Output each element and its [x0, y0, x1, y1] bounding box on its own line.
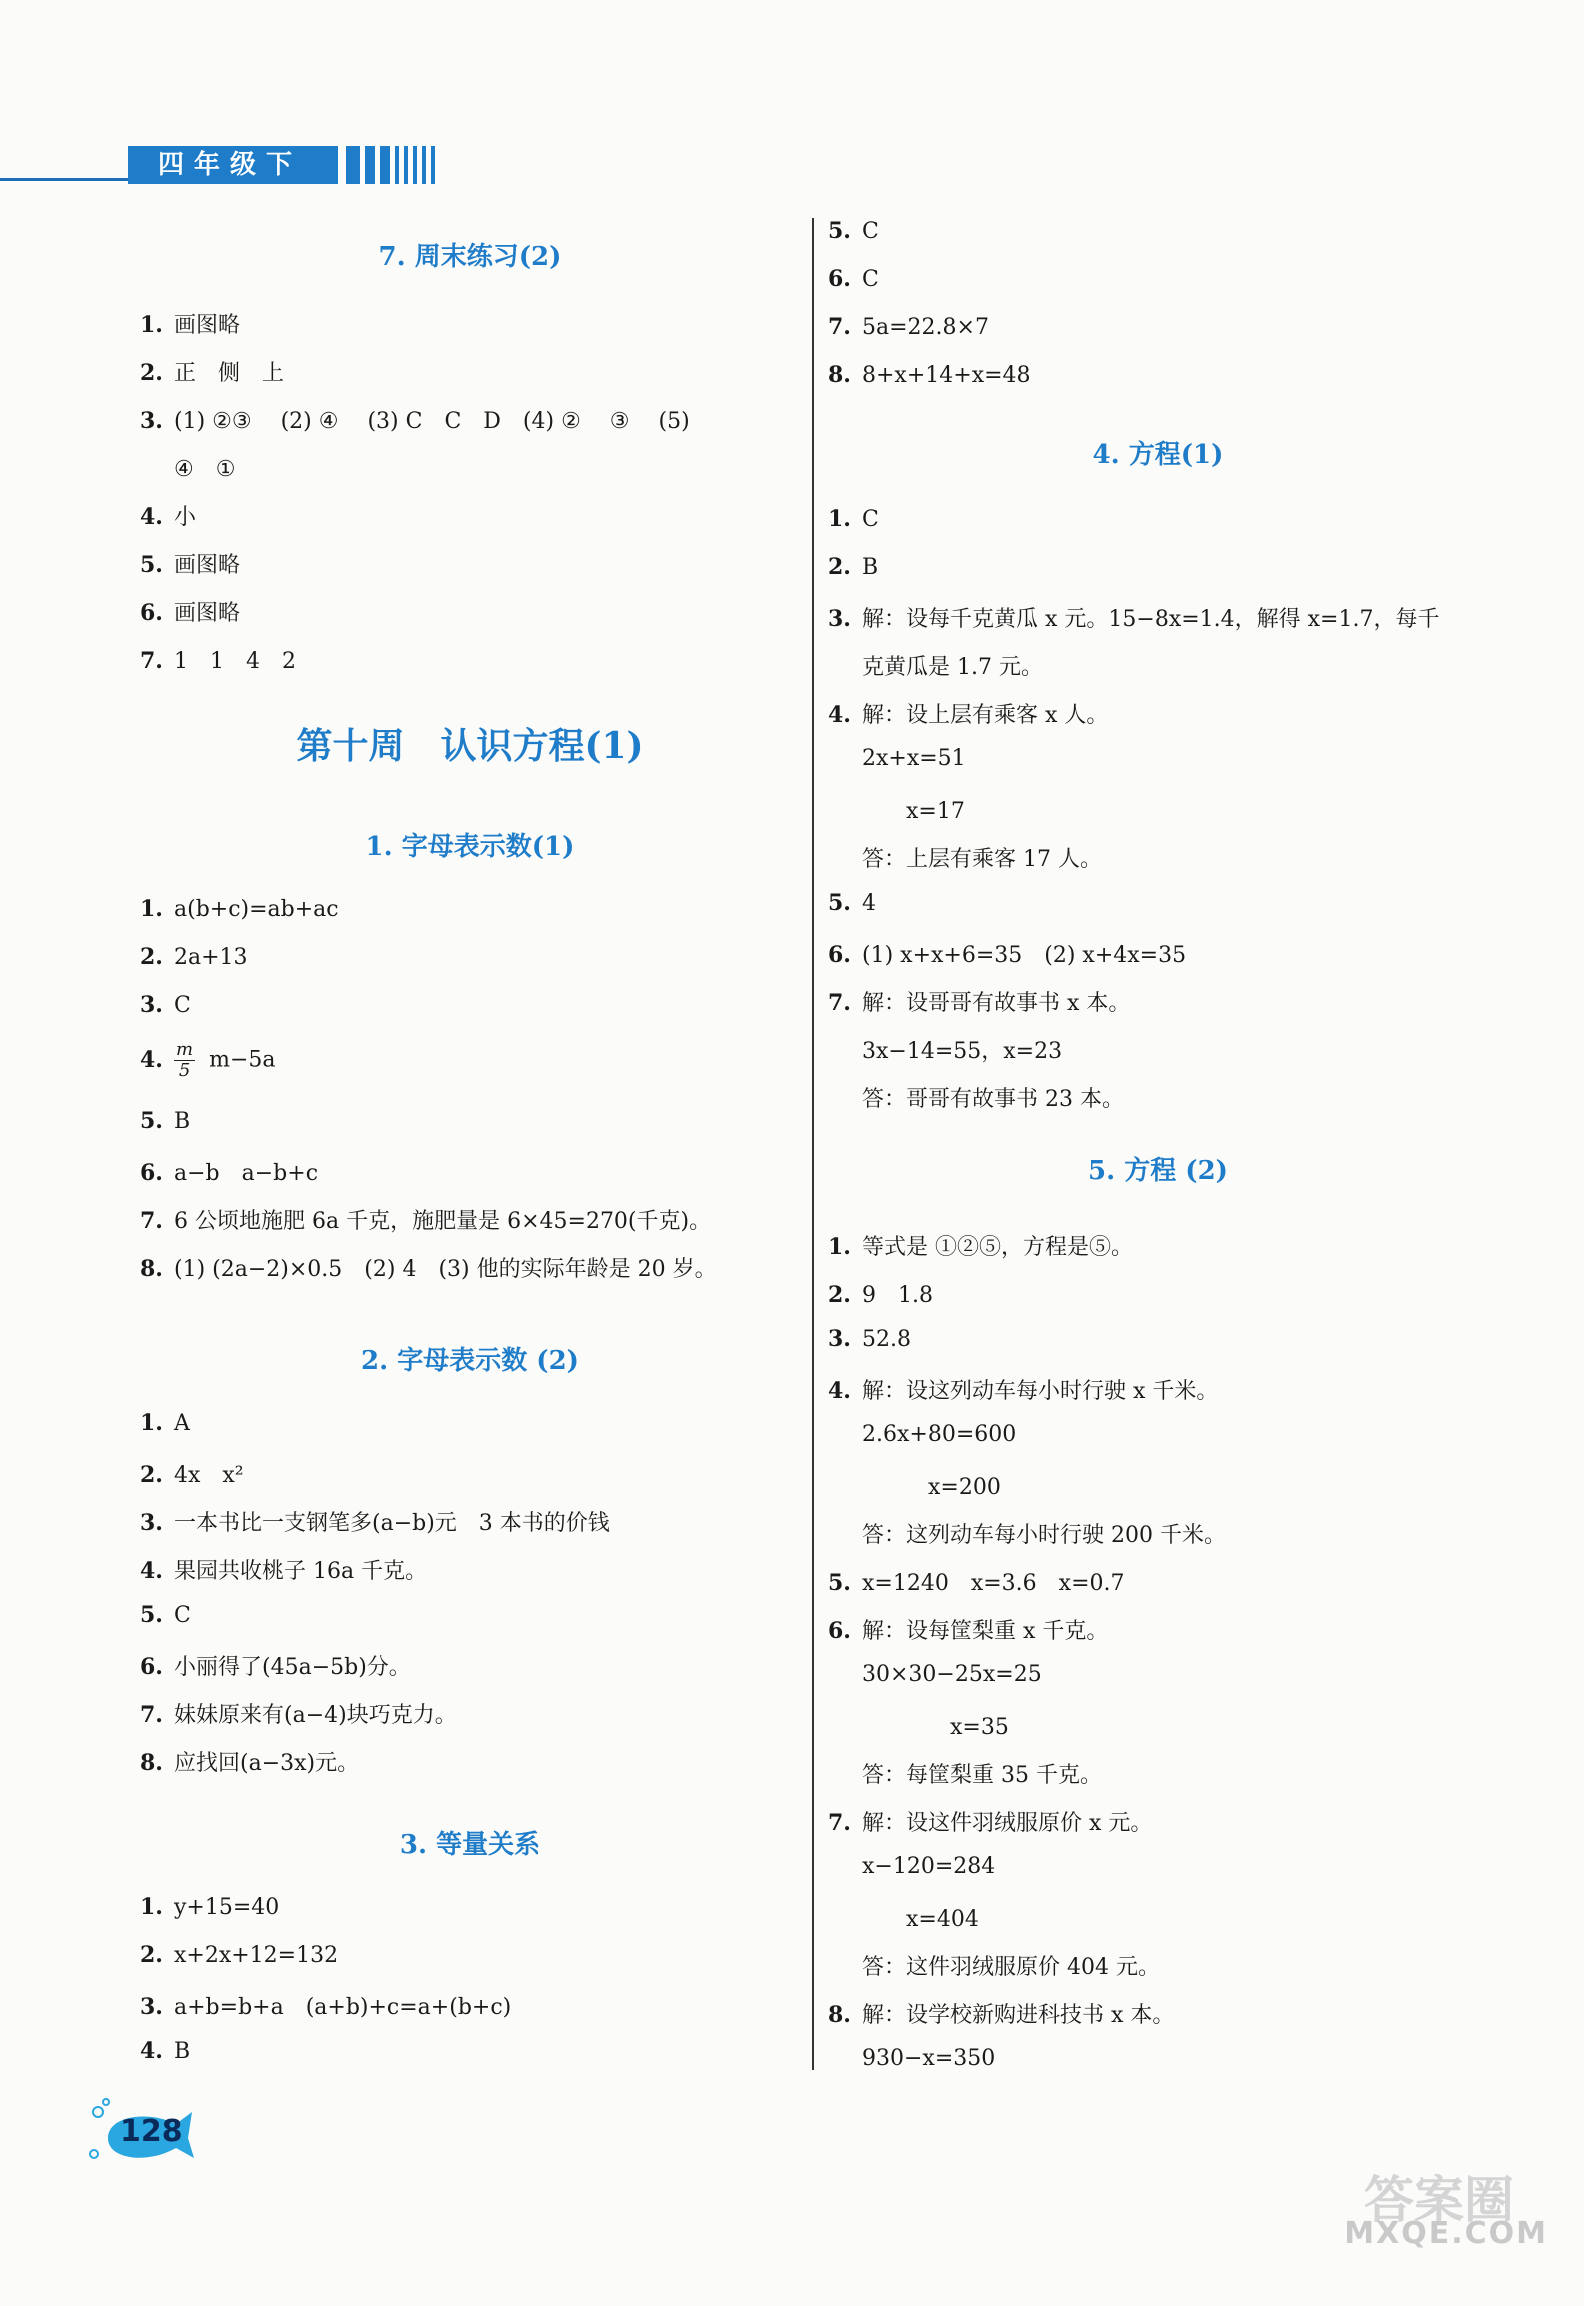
answer-text: x=35: [862, 1715, 1009, 1740]
section-title-4: 4. 方程(1): [1092, 440, 1224, 470]
answer-text: C: [174, 993, 191, 1018]
answer-line: [828, 986, 1130, 1017]
answer-text: 2a+13: [174, 945, 248, 970]
answer-text: 小: [174, 505, 197, 530]
answer-text: 6 公顷地施肥 6a 千克，施肥量是 6×45=270(千克)。: [174, 1209, 712, 1234]
answer-number: 8.: [140, 1256, 163, 1282]
answer-number: 3.: [140, 408, 163, 434]
answer-text: 9 1.8: [862, 1283, 933, 1308]
answer-line: [140, 2038, 190, 2064]
answer-number: 6.: [828, 1618, 851, 1644]
answer-number: 6.: [828, 942, 851, 968]
answer-number: 2.: [140, 360, 163, 386]
answer-number: 8.: [828, 2002, 851, 2028]
answer-line: [140, 1156, 318, 1187]
answer-number: 7.: [828, 314, 851, 340]
answer-number: 1.: [140, 1894, 163, 1920]
answer-number: 4.: [828, 1378, 851, 1404]
answer-text: 正 侧 上: [174, 361, 285, 386]
answer-line: [140, 1252, 717, 1283]
answer-text: 解：设上层有乘客 x 人。: [862, 703, 1109, 728]
answer-number: 8.: [828, 362, 851, 388]
answer-text: 8+x+14+x=48: [862, 363, 1031, 388]
answer-text: C: [174, 1603, 191, 1628]
answer-line: [140, 1458, 244, 1489]
answer-line: [140, 1040, 276, 1081]
answer-line: [140, 1204, 711, 1235]
answer-text: x+2x+12=132: [174, 1943, 339, 1968]
answer-line: [828, 362, 1031, 388]
column-divider: [812, 218, 814, 2070]
answer-text: B: [174, 2039, 191, 2064]
answer-number: 8.: [140, 1750, 163, 1776]
answer-number: 7.: [828, 1810, 851, 1836]
answer-text: 解：设学校新购进科技书 x 本。: [862, 2003, 1175, 2028]
answer-text: (1) (2a−2)×0.5 (2) 4 (3) 他的实际年龄是 20 岁。: [174, 1257, 717, 1282]
answer-line: [828, 554, 878, 580]
answer-line: [140, 896, 339, 922]
grade-label: 四年级下: [128, 146, 338, 184]
answer-number: 3.: [140, 1510, 163, 1536]
answer-number: 4.: [828, 702, 851, 728]
answer-line: [862, 1710, 1009, 1741]
answer-number: 5.: [828, 218, 851, 244]
answer-text: 30×30−25x=25: [862, 1662, 1042, 1687]
answer-line: [174, 452, 235, 483]
answer-number: 1.: [140, 1410, 163, 1436]
answer-text: 答：上层有乘客 17 人。: [862, 847, 1102, 872]
answer-text: 等式是 ①②⑤，方程是⑤。: [862, 1235, 1133, 1260]
answer-number: 1.: [828, 1234, 851, 1260]
answer-text: 果园共收桃子 16a 千克。: [174, 1559, 428, 1584]
answer-line: [828, 938, 1186, 969]
answer-line: [828, 1806, 1152, 1837]
watermark-logo: 答案圈: [1364, 2171, 1514, 2229]
answer-number: 3.: [140, 992, 163, 1018]
answer-text: 2.6x+80=600: [862, 1422, 1017, 1447]
fraction-denominator: 5: [178, 1060, 191, 1081]
answer-text: A: [174, 1411, 190, 1436]
answer-text: 应找回(a−3x)元。: [174, 1751, 360, 1776]
answer-text: 930−x=350: [862, 2046, 996, 2071]
answer-text: 解：设这列动车每小时行驶 x 千米。: [862, 1379, 1219, 1404]
answer-number: 6.: [140, 1160, 163, 1186]
answer-number: 2.: [140, 944, 163, 970]
answer-text: (1) x+x+6=35 (2) x+4x=35: [862, 943, 1187, 968]
answer-text: 解：设哥哥有故事书 x 本。: [862, 991, 1131, 1016]
answer-text: 4x x²: [174, 1463, 244, 1488]
answer-text: x−120=284: [862, 1854, 996, 1879]
answer-line: [862, 1950, 1160, 1981]
answer-line: [140, 308, 240, 339]
answer-line: [862, 1422, 1016, 1447]
answer-text: x=404: [862, 1907, 979, 1932]
answer-line: [140, 1990, 511, 2021]
answer-line: [140, 1650, 411, 1681]
answer-line: [828, 1614, 1108, 1645]
answer-line: [140, 644, 296, 675]
answer-text: 妹妹原来有(a−4)块巧克力。: [174, 1703, 457, 1728]
answer-line: [828, 602, 1439, 633]
answer-line: [862, 1082, 1124, 1113]
answer-line: [862, 2046, 995, 2071]
answer-text: 画图略: [174, 553, 241, 578]
answer-text: a−b a−b+c: [174, 1161, 319, 1186]
answer-text: 答：每筐梨重 35 千克。: [862, 1763, 1102, 1788]
answer-text: C: [862, 219, 879, 244]
answer-text: (1) ②③ (2) ④ (3) C C D (4) ② ③ (5): [174, 409, 690, 434]
answer-text: C: [862, 507, 879, 532]
section-title-5: 5. 方程 (2): [1088, 1156, 1228, 1186]
answer-line: [862, 1758, 1102, 1789]
answer-line: [140, 1894, 279, 1920]
answer-text: 小丽得了(45a−5b)分。: [174, 1655, 411, 1680]
answer-text: x=17: [862, 799, 965, 824]
fraction-numerator: m: [176, 1039, 194, 1060]
answer-line: [862, 1518, 1226, 1549]
answer-number: 6.: [828, 266, 851, 292]
answer-line: [828, 266, 879, 292]
answer-number: 4.: [140, 1046, 163, 1073]
answer-text: ④ ①: [174, 457, 236, 482]
answer-number: 1.: [828, 506, 851, 532]
answer-line: [828, 314, 989, 340]
page-number: 128: [120, 2114, 183, 2149]
answer-number: 1.: [140, 896, 163, 922]
answer-line: [140, 596, 240, 627]
answer-number: 6.: [140, 1654, 163, 1680]
answer-line: [140, 1746, 359, 1777]
answer-line: [862, 1034, 1062, 1065]
answer-text: 画图略: [174, 601, 241, 626]
answer-line: [140, 1506, 610, 1537]
answer-number: 7.: [828, 990, 851, 1016]
answer-line: [140, 548, 240, 579]
answer-number: 7.: [140, 648, 163, 674]
answer-line: [862, 746, 966, 771]
answer-number: 4.: [140, 504, 163, 530]
answer-line: [862, 1854, 995, 1879]
answer-line: [862, 842, 1102, 873]
answer-line: [828, 1566, 1125, 1597]
answer-text: B: [862, 555, 879, 580]
answer-text: a(b+c)=ab+ac: [174, 897, 339, 922]
answer-line: [828, 1326, 911, 1352]
answer-number: 7.: [140, 1208, 163, 1234]
answer-line: [140, 356, 284, 387]
answer-text: 5a=22.8×7: [862, 315, 989, 340]
answer-line: [140, 500, 196, 531]
answer-number: 2.: [140, 1942, 163, 1968]
answer-text: 答：这件羽绒服原价 404 元。: [862, 1955, 1160, 1980]
answer-line: [140, 1942, 338, 1968]
watermark-site: MXQE.COM: [1344, 2216, 1548, 2251]
answer-number: 5.: [828, 890, 851, 916]
answer-text: 2x+x=51: [862, 746, 966, 771]
answer-line: [140, 1698, 457, 1729]
answer-text: 一本书比一支钢笔多(a−b)元 3 本书的价钱: [174, 1511, 610, 1536]
answer-text: 克黄瓜是 1.7 元。: [862, 655, 1043, 680]
answer-number: 5.: [140, 1602, 163, 1628]
answer-number: 5.: [140, 552, 163, 578]
answer-text: 1 1 4 2: [174, 649, 296, 674]
section-title-3: 3. 等量关系: [399, 1830, 541, 1860]
answer-line: [828, 218, 879, 244]
answer-text: 4: [862, 891, 876, 916]
answer-text: a+b=b+a (a+b)+c=a+(b+c): [174, 1995, 512, 2020]
answer-text: 52.8: [862, 1327, 911, 1352]
answer-line: [828, 1230, 1133, 1261]
answer-line: [828, 506, 879, 532]
answer-text: 答：哥哥有故事书 23 本。: [862, 1087, 1124, 1112]
section-title-weekend: 7. 周末练习(2): [378, 242, 562, 272]
answer-line: [828, 1998, 1174, 2029]
answer-number: 4.: [140, 2038, 163, 2064]
answer-text: 解：设这件羽绒服原价 x 元。: [862, 1811, 1153, 1836]
answer-text: 解：设每千克黄瓜 x 元。15−8x=1.4，解得 x=1.7，每千: [862, 607, 1440, 632]
answer-number: 7.: [140, 1702, 163, 1728]
answer-line: [862, 794, 965, 825]
answer-line: [140, 1602, 191, 1628]
answer-text: x=1240 x=3.6 x=0.7: [862, 1571, 1125, 1596]
answer-text: C: [862, 267, 879, 292]
answer-number: 2.: [140, 1462, 163, 1488]
answer-number: 4.: [140, 1558, 163, 1584]
answer-line: [140, 1108, 190, 1134]
answer-number: 1.: [140, 312, 163, 338]
answer-text: x=200: [862, 1475, 1001, 1500]
answer-line: [862, 1662, 1042, 1687]
week-title: 第十周 认识方程(1): [296, 725, 644, 767]
section-title-1: 1. 字母表示数(1): [365, 832, 575, 862]
answer-number: 2.: [828, 554, 851, 580]
header-stripes: [346, 146, 435, 184]
answer-line: [828, 1278, 933, 1309]
answer-text: m−5a: [209, 1047, 276, 1073]
answer-line: [862, 1902, 979, 1933]
answer-number: 5.: [828, 1570, 851, 1596]
answer-text: B: [174, 1109, 191, 1134]
answer-line: [140, 404, 690, 435]
answer-number: 3.: [140, 1994, 163, 2020]
answer-number: 2.: [828, 1282, 851, 1308]
answer-number: 3.: [828, 1326, 851, 1352]
answer-line: [140, 992, 191, 1018]
answer-line: [828, 890, 876, 916]
answer-line: [140, 944, 248, 970]
answer-text: 画图略: [174, 313, 241, 338]
answer-line: [828, 1374, 1218, 1405]
answer-text: 3x−14=55，x=23: [862, 1039, 1063, 1064]
answer-number: 6.: [140, 600, 163, 626]
answer-number: 5.: [140, 1108, 163, 1134]
answer-line: [140, 1554, 427, 1585]
answer-number: 3.: [828, 606, 851, 632]
answer-text: y+15=40: [174, 1895, 280, 1920]
answer-text: 答：这列动车每小时行驶 200 千米。: [862, 1523, 1226, 1548]
answer-line: [828, 698, 1108, 729]
fraction: [174, 1040, 195, 1081]
section-title-2: 2. 字母表示数 (2): [361, 1346, 579, 1376]
answer-line: [140, 1410, 190, 1436]
answer-line: [862, 1470, 1001, 1501]
answer-line: [862, 650, 1043, 681]
answer-text: 解：设每筐梨重 x 千克。: [862, 1619, 1109, 1644]
